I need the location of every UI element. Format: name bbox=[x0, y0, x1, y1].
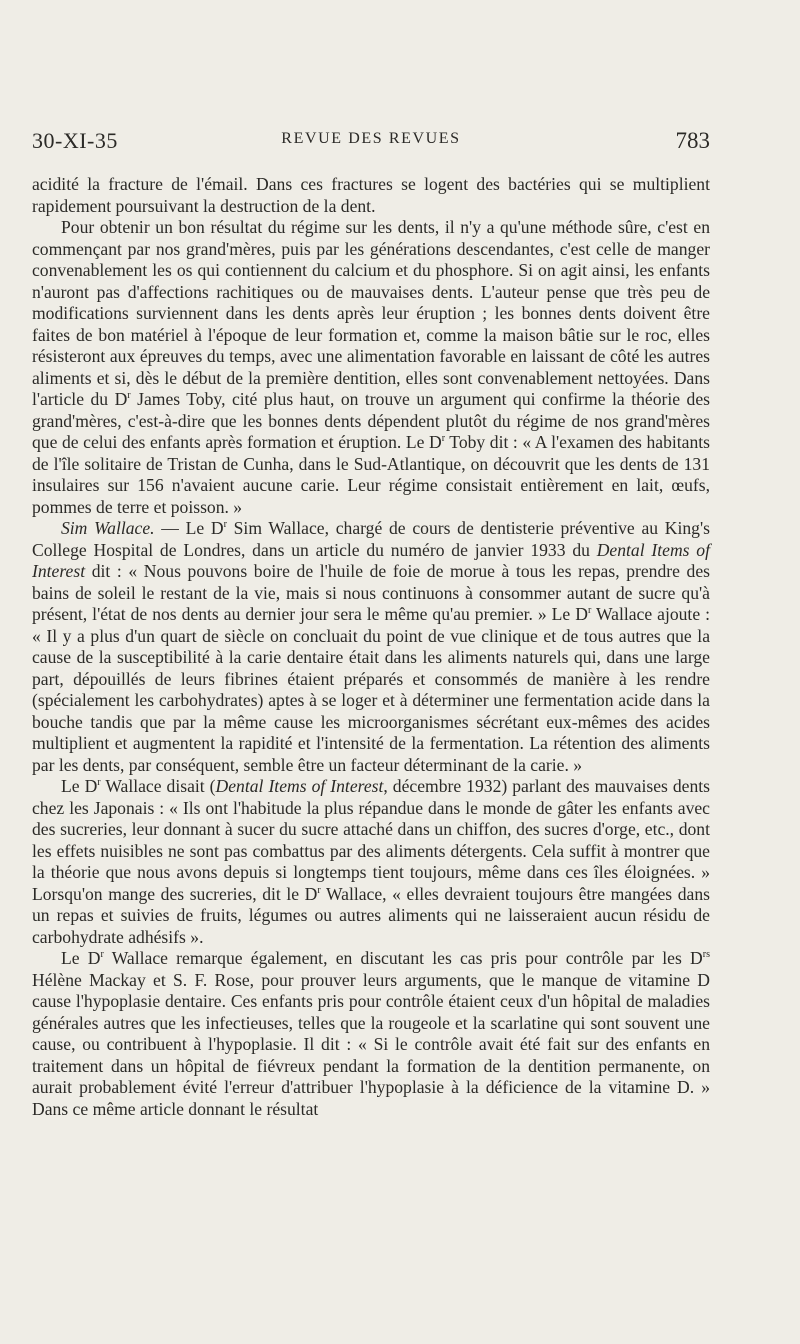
paragraph-2: Pour obtenir un bon résultat du régime sur les dents, il n'y a qu'une méthode sûre, c'est en commençant par nos grand'mères, puis par les générations descendantes, c'est celle de manger convenablement les os qui contiennent du calcium et du phosphore. Si on agit ainsi, les enfants n'auront pas d'affections rachitiques ou de mauvaises dents. L'auteur pense que très peu de modifications surviennent dans les dents après leur éruption ; les bonnes dents doivent être faites de bon matériel à l'époque de leur formation et, comme la maison bâtie sur le roc, elles résisteront aux épreuves du temps, avec une alimentation favorable en laissant de côté les autres aliments et si, dès le début de la première dentition, elles sont convenablement nettoyées. Dans l'article du $D^r$ James Toby, cité plus haut, on trouve un argument qui confirme la théorie des grand'mères, c'est-à-dire que les bonnes dents dépendent plutôt du régime de nos grand'mères que de celui des enfants après formation et éruption. Le $D^r$ Toby dit : « A l'examen des habitants de l'île solitaire de Tristan de Cunha, dans le Sud-Atlantique, on découvrit que les dents de 131 insulaires sur 156 n'avaient aucune carie. Leur régime consistait entièrement en lait, œufs, pommes de terre et poisson. » bbox=[32, 217, 710, 517]
paragraph-1: acidité la fracture de l'émail. Dans ces fractures se logent des bactéries qui se multiplient rapidement poursuivant la destruction de la dent. bbox=[32, 174, 710, 216]
page-number: 783 bbox=[675, 128, 710, 153]
article-body bbox=[32, 174, 710, 1120]
paragraph-4: Le $D^r$ Wallace disait (Dental Items of Interest, décembre 1932) parlant des mauvaises dents chez les Japonais : « Ils ont l'habitude la plus répandue dans le monde de gâter les enfants avec des sucreries, leur donnant à sucer du sucre attaché dans un chiffon, des sucres d'orge, etc., dont les effets nuisibles ne sont pas combattus par des aliments détergents. Cela suffit à montrer que la théorie que nous avons depuis si longtemps tient toujours, même dans ces îles éloignées. » Lorsqu'on mange des sucreries, dit le $D^r$ Wallace, « elles devraient toujours être mangées dans un repas et suivies de fruits, légumes ou autres aliments qui ne laisseraient aucun résidu de carbohydrate adhésifs ». bbox=[32, 776, 711, 947]
running-header bbox=[32, 126, 710, 156]
paragraph-3: Sim Wallace. — Le $D^r$ Sim Wallace, chargé de cours de dentisterie préventive au King's College Hospital de Londres, dans un article du numéro de janvier 1933 du Dental Items of Interest dit : « Nous pouvons boire de l'huile de foie de morue à tous les repas, prendre des bains de soleil le restant de la vie, mais si nous continuons à consommer autant de sucre qu'à présent, l'état de nos dents au dernier jour sera le même qu'au premier. » Le $D^r$ Wallace ajoute : « Il y a plus d'un quart de siècle on concluait du point de vue clinique et de tous autres que la cause de la susceptibilité à la carie dentaire était dans les aliments naturels qui, dans une large part, dépouillés de leurs fibrines étaient préparés et consommés de manière à les rendre (spécialement les carbohydrates) aptes à se loger et à déterminer une fermentation acide dans la bouche tandis que par la même cause les microorganismes sécrétant eux-mêmes des acides multiplient et augmentent la rapidité et l'intensité de la fermentation. La rétention des aliments par les dents, par conséquent, semble être un facteur déterminant de la carie. » bbox=[32, 518, 710, 775]
journal-title: REVUE DES REVUES bbox=[281, 130, 461, 147]
paragraph-5: Le $D^r$ Wallace remarque également, en discutant les cas pris pour contrôle par les $D^{rs}$ Hélène Mackay et S. F. Rose, pour prouver leurs arguments, que le manque de vitamine D cause l'hypoplasie dentaire. Ces enfants pris pour contrôle étaient ceux d'un hôpital de maladies générales autres que les infectieuses, telles que la rougeole et la scarlatine qui sont souvent une cause, ou contribuent à l'hypoplasie. Il dit : « Si le contrôle avait été fait sur des enfants en traitement dans un hôpital de fiévreux pendant la formation de la dentition permanente, on aurait probablement évité l'erreur d'attribuer l'hypoplasie à la déficience de la vitamine D. » Dans ce même article donnant le résultat bbox=[32, 948, 710, 1119]
issue-date: 30-XI-35 bbox=[32, 128, 118, 153]
